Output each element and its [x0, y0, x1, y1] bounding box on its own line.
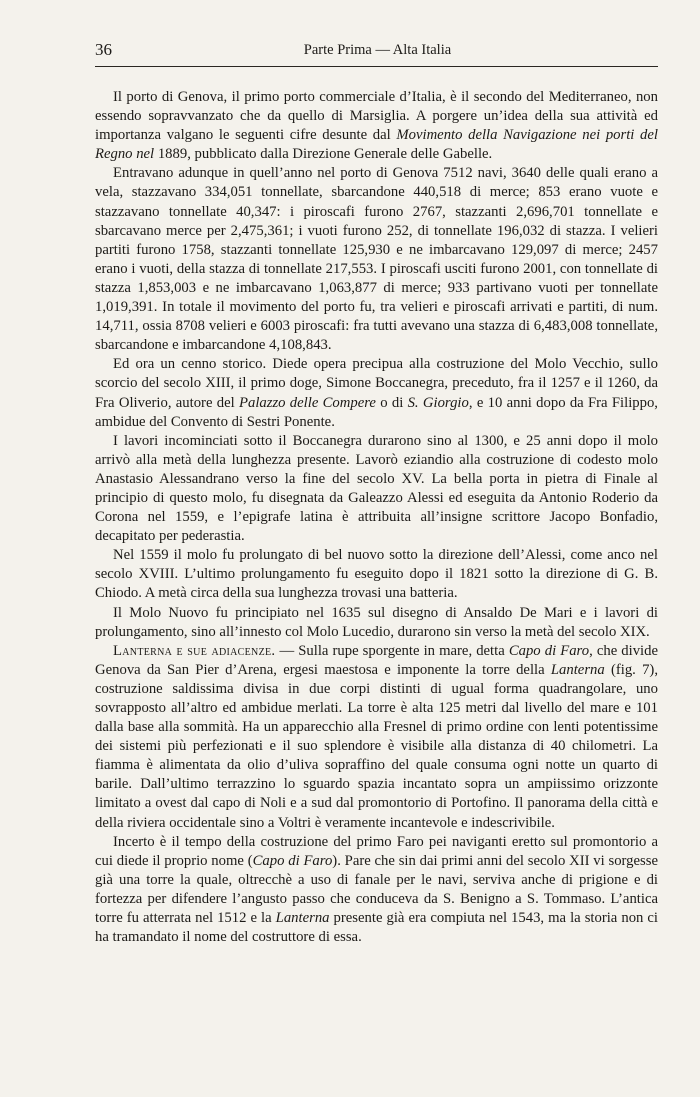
paragraph-molo-nuovo: Il Molo Nuovo fu principiato nel 1635 sul disegno di Ansaldo De Mari e i lavori di prolungamento, sino all’innesto col Molo Lucedio, durarono sin verso la metà del secolo XIX. — [95, 604, 658, 640]
section-heading: Lanterna e sue adiacenze. — [113, 642, 276, 659]
paragraph-port-intro: Il porto di Genova, il primo porto commerciale d’Italia, è il secondo del Mediterraneo, non essendo sopravvanzato che da quello di Marsiglia. A porgere un’idea della sua attività ed importanza valgano le seguenti cifre desunte dal Movimento della Navigazione nei porti del Regno nel 1889, pubblicato dalla Direzione Generale delle Gabelle. — [95, 89, 658, 163]
paragraph-faro-history: Incerto è il tempo della costruzione del primo Faro pei naviganti eretto sul promontorio a cui diede il proprio nome (Capo di Faro). Pare che sin dai primi anni del secolo XII vi sorgesse già una torre la quale, oltrecchè a uso di fanale per le navi, serviva anche di prigione e di fortezza per difendere l’angusto passo che conduceva da S. Benigno a S. Tommaso. L’antica torre fu atterrata nel 1512 e la Lanterna presente già era compiuta nel 1543, ma la storia non ci ha tramandato il nome del costruttore di essa. — [95, 833, 658, 946]
paragraph-lanterna: Lanterna e sue adiacenze. — Sulla rupe sporgente in mare, detta Capo di Faro, che divide Genova da San Pier d’Arena, ergesi maestosa e imponente la torre della Lanterna (fig. 7), costruzione saldissima divisa in due corpi distinti di ugual forma quadrangolare, uno sovrapposto all’altro ed ambidue merlati. La torre è alta 125 metri dal livello del mare e 101 dalla base alla sommità. Ha un apparecchio alla Fresnel di primo ordine con lenti potentissime dei sistemi più perfezionati e il suo splendore è visibile alla distanza di 40 chilometri. La fiamma è alimentata da olio d’uliva sopraffino del quale consuma ogni notte un quarto di barile. Dall’ultimo terrazzino lo sguardo spazia incantato sopra un ampiissimo orizzonte limitato a ovest dal capo di Noli e a sud dal promontorio di Portofino. Il panorama della città e della riviera occidentale sino a Voltri è veramente incantevole e indescrivibile. — [95, 642, 659, 831]
paragraph-extension: Nel 1559 il molo fu prolungato di bel nuovo sotto la direzione dell’Alessi, come anco nel secolo XVIII. L’ultimo prolungamento fu eseguito dopo il 1821 sotto la direzione di G. B. Chiodo. A metà circa della sua lunghezza trovasi una batteria. — [95, 547, 658, 602]
paragraph-port-statistics: Entravano adunque in quell’anno nel porto di Genova 7512 navi, 3640 delle quali erano a vela, stazzavano 334,051 tonnellate, sbarcandone 440,518 di merce; 853 erano vuote e stazzavano tonnellate 40,347: i piroscafi furono 2767, stazzanti 2,696,701 tonnellate e sbarcavano merce per 2,475,361; i vuoti furono 252, di tonnellate 196,032 di stazza. I velieri partiti furono 1758, stazzanti tonnellate 125,930 e ne imbarcavano 129,097 di merce; 2457 erano i vuoti, della stazza di tonnellate 217,553. I piroscafi usciti furono 2001, con tonnellate di stazza 1,853,003 e ne imbarcavano 1,063,877 di merce; 933 partivano vuoti per tonnellate 1,019,391. In totale il movimento del porto fu, tra velieri e piroscafi arrivati e partiti, di num. 14,711, ossia 8708 velieri e 6003 piroscafi: fra tutti avevano una stazza di 6,483,008 tonnellate, sbarcandone e imbarcandone 4,108,843. — [95, 165, 658, 354]
paragraph-history: Ed ora un cenno storico. Diede opera precipua alla costruzione del Molo Vecchio, sullo scorcio del secolo XIII, il primo doge, Simone Boccanegra, preceduto, fra il 1257 e il 1260, da Fra Oliverio, autore del Palazzo delle Compere o di S. Giorgio, e 10 anni dopo da Fra Filippo, ambidue del Convento di Sestri Ponente. — [95, 356, 658, 430]
header-rule — [95, 66, 658, 67]
paragraph-works: I lavori incominciati sotto il Boccanegra durarono sino al 1300, e 25 anni dopo il molo arrivò alla metà della lunghezza presente. Lavorò eziandio alla costruzione di codesto molo Anastasio Alessandrano verso la fine del secolo XV. La bella porta in pietra di Finale al principio di questo molo, fu disegnata da Galeazzo Alessi ed eseguita da Antonio Roderio da Corona nel 1559, e l’epigrafe latina è attribuita all’insigne scrittore Jacopo Bonfadio, decapitato per pederastia. — [95, 432, 658, 545]
page-number: 36 — [95, 40, 112, 59]
san-giorgio-title: S. Giorgio — [407, 394, 469, 411]
palazzo-title: Palazzo delle Compere — [239, 394, 376, 411]
page-header — [95, 40, 660, 64]
publication-title: Movimento della Navigazione nei porti del Regno nel — [95, 127, 658, 163]
body-text — [95, 88, 658, 947]
running-head: Parte Prima — Alta Italia — [303, 42, 452, 58]
